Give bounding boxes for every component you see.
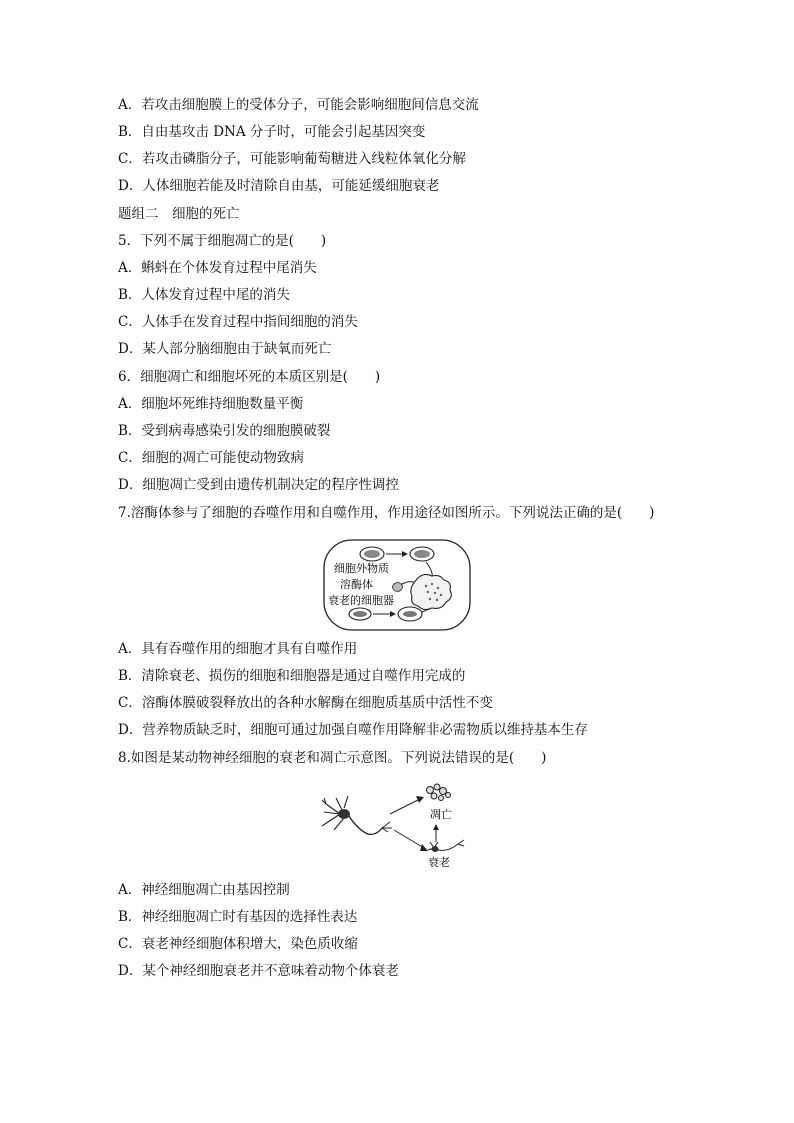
apoptotic-bodies (427, 784, 451, 801)
q8-option-d: D．某个神经细胞衰老并不意味着动物个体衰老 (118, 963, 399, 979)
q4-option-d: D．人体细胞若能及时清除自由基，可能延缓细胞衰老 (118, 178, 440, 194)
aged-neuron-body (432, 846, 439, 852)
arrow-bottom-head (390, 611, 396, 617)
label-aging-organelle: 衰老的细胞器 (328, 594, 394, 607)
arrow-to-aging (394, 830, 424, 848)
neuron-diagram-svg (318, 778, 478, 870)
q5-option-b: B．人体发育过程中尾的消失 (118, 287, 290, 303)
lysosome-small (393, 583, 403, 592)
q7-option-d: D．营养物质缺乏时，细胞可通过加强自噬作用降解非必需物质以维持基本生存 (118, 722, 588, 738)
q7-stem: 7.溶酶体参与了细胞的吞噬作用和自噬作用，作用途径如图所示。下列说法正确的是( ) (118, 505, 655, 521)
label-apoptosis: 凋亡 (430, 808, 452, 821)
autophagic-body (411, 574, 451, 609)
q4-option-c: C．若攻击磷脂分子，可能影响葡萄糖进入线粒体氧化分解 (118, 151, 466, 167)
arrow-to-aging-head (420, 844, 428, 851)
q6-stem: 6．细胞凋亡和细胞坏死的本质区别是( ) (118, 369, 381, 385)
lysosome-diagram (322, 538, 472, 632)
q5-stem: 5．下列不属于细胞凋亡的是( ) (118, 233, 327, 249)
q7-option-b: B．清除衰老、损伤的细胞和细胞器是通过自噬作用完成的 (118, 668, 466, 684)
q4-option-b: B．自由基攻击 DNA 分子时，可能会引起基因突变 (118, 124, 426, 140)
q8-option-c: C．衰老神经细胞体积增大，染色质收缩 (118, 936, 358, 952)
axon-terminal (382, 822, 392, 832)
vesicle-bottom-right-content (403, 611, 417, 617)
vesicle-top-right-content (414, 550, 430, 558)
neuron-axon (349, 816, 382, 834)
arrow-to-apoptosis (390, 800, 418, 814)
q6-option-b: B．受到病毒感染引发的细胞膜破裂 (118, 423, 331, 439)
neuron-diagram (318, 778, 478, 870)
q5-option-a: A．蝌蚪在个体发育过程中尾消失 (118, 260, 317, 276)
q5-option-c: C．人体手在发育过程中指间细胞的消失 (118, 314, 358, 330)
arrow-top-head (402, 551, 408, 557)
q6-option-d: D．细胞凋亡受到由遗传机制决定的程序性调控 (118, 477, 399, 493)
arrow-aging-to-apoptosis-head (433, 824, 439, 830)
label-extracellular: 细胞外物质 (334, 562, 389, 575)
neuron-cell-body (338, 809, 350, 819)
label-aging: 衰老 (428, 856, 450, 869)
vesicle-top-left-content (364, 550, 380, 558)
q6-option-c: C．细胞的凋亡可能使动物致病 (118, 450, 304, 466)
q7-option-a: A．具有吞噬作用的细胞才具有自噬作用 (118, 641, 358, 657)
q6-option-a: A．细胞坏死维持细胞数量平衡 (118, 396, 304, 412)
q4-option-a: A．若攻击细胞膜上的受体分子，可能会影响细胞间信息交流 (118, 97, 479, 113)
group-title: 题组二 细胞的死亡 (118, 206, 240, 222)
arrow-to-apoptosis-head (416, 796, 424, 803)
q8-option-a: A．神经细胞凋亡由基因控制 (118, 882, 290, 898)
label-lysosome: 溶酶体 (340, 578, 373, 591)
q5-option-d: D．某人部分脑细胞由于缺氧而死亡 (118, 341, 332, 357)
q8-stem: 8.如图是某动物神经细胞的衰老和凋亡示意图。下列说法错误的是( ) (118, 750, 547, 766)
q7-option-c: C．溶酶体膜破裂释放出的各种水解酶在细胞质基质中活性不变 (118, 695, 493, 711)
vesicle-bottom-left-content (353, 611, 367, 617)
q8-option-b: B．神经细胞凋亡时有基因的选择性表达 (118, 909, 358, 925)
lysosome-diagram-svg (322, 538, 472, 632)
